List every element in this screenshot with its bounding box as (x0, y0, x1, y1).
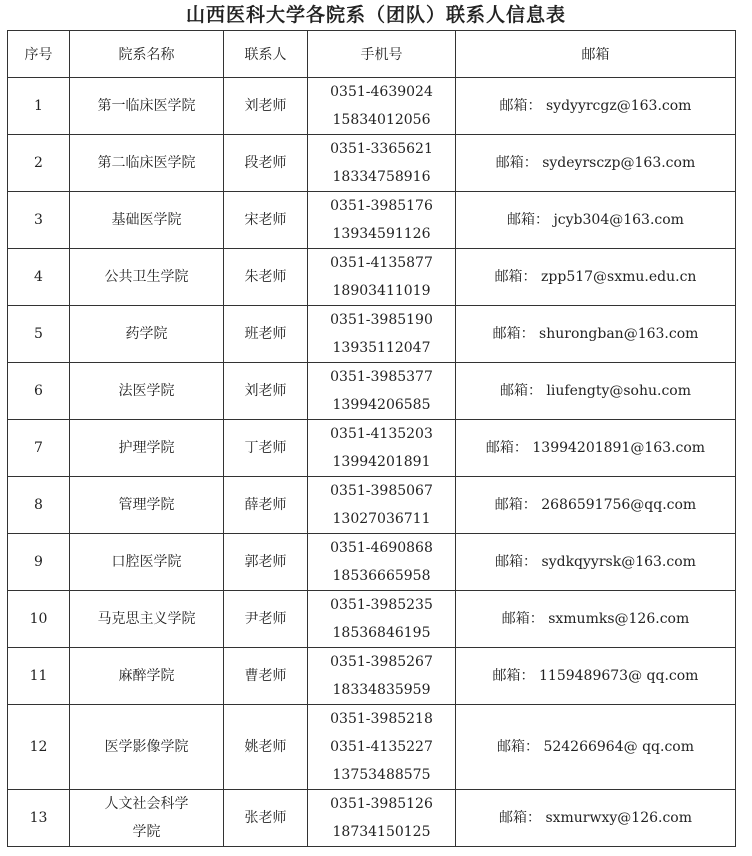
cell-person: 刘老师 (224, 78, 308, 135)
email-prefix: 邮箱： (492, 326, 535, 342)
dept-line: 护理学院 (118, 440, 175, 456)
email-address: 2686591756@qq.com (541, 497, 697, 513)
cell-person: 丁老师 (224, 420, 308, 477)
cell-dept (70, 648, 224, 705)
phone-number: 0351-4135203 (330, 426, 433, 442)
table-row (8, 591, 736, 648)
cell-no: 2 (8, 135, 70, 192)
email-address: 1159489673@ qq.com (539, 668, 699, 684)
cell-dept (70, 135, 224, 192)
header-phone: 手机号 (308, 31, 456, 78)
cell-no: 4 (8, 249, 70, 306)
email-prefix: 邮箱： (492, 668, 535, 684)
phone-number: 0351-3985126 (330, 796, 433, 812)
table-row (8, 306, 736, 363)
email-prefix: 邮箱： (499, 98, 542, 114)
dept-line: 管理学院 (118, 497, 175, 513)
cell-email (456, 78, 736, 135)
email-prefix: 邮箱： (501, 611, 544, 627)
cell-no: 11 (8, 648, 70, 705)
cell-no: 12 (8, 705, 70, 790)
email-address: 13994201891@163.com (532, 440, 706, 456)
cell-phone (308, 306, 456, 363)
cell-dept (70, 705, 224, 790)
dept-line: 学院 (132, 824, 161, 840)
table-row (8, 420, 736, 477)
dept-line: 麻醉学院 (118, 668, 175, 684)
cell-email (456, 192, 736, 249)
table-body (8, 78, 736, 847)
email-address: sxmumks@126.com (548, 611, 690, 627)
cell-email (456, 249, 736, 306)
phone-number: 18334758916 (332, 169, 431, 185)
phone-number: 13753488575 (332, 767, 431, 783)
phone-number: 0351-4639024 (330, 84, 433, 100)
cell-phone (308, 78, 456, 135)
email-prefix: 邮箱： (494, 269, 537, 285)
cell-dept (70, 477, 224, 534)
cell-dept (70, 363, 224, 420)
cell-email (456, 591, 736, 648)
email-address: 524266964@ qq.com (543, 739, 694, 755)
cell-no: 9 (8, 534, 70, 591)
cell-no: 7 (8, 420, 70, 477)
cell-phone (308, 420, 456, 477)
email-prefix: 邮箱： (494, 497, 537, 513)
phone-number: 0351-4690868 (330, 540, 433, 556)
dept-line: 基础医学院 (111, 212, 182, 228)
email-address: sydeyrsczp@163.com (542, 155, 696, 171)
dept-line: 马克思主义学院 (97, 611, 196, 627)
dept-line: 口腔医学院 (111, 554, 182, 570)
table-row (8, 135, 736, 192)
phone-number: 0351-4135877 (330, 255, 433, 271)
dept-line: 公共卫生学院 (104, 269, 189, 285)
table-row (8, 78, 736, 135)
cell-dept (70, 78, 224, 135)
cell-dept (70, 306, 224, 363)
cell-phone (308, 192, 456, 249)
cell-dept (70, 591, 224, 648)
phone-number: 13934591126 (332, 226, 431, 242)
cell-email (456, 648, 736, 705)
email-prefix: 邮箱： (495, 554, 538, 570)
table-row (8, 477, 736, 534)
dept-line: 药学院 (125, 326, 168, 342)
cell-dept (70, 192, 224, 249)
table-header-row (8, 31, 736, 78)
email-address: sydkqyyrsk@163.com (541, 554, 696, 570)
email-address: jcyb304@163.com (553, 212, 684, 228)
cell-email (456, 306, 736, 363)
phone-number: 0351-3985377 (330, 369, 433, 385)
cell-no: 5 (8, 306, 70, 363)
cell-phone (308, 249, 456, 306)
cell-dept (70, 534, 224, 591)
cell-email (456, 135, 736, 192)
cell-person: 郭老师 (224, 534, 308, 591)
cell-phone (308, 534, 456, 591)
phone-number: 0351-3985218 (330, 711, 433, 727)
phone-number: 18536665958 (332, 568, 431, 584)
cell-person: 曹老师 (224, 648, 308, 705)
cell-person: 姚老师 (224, 705, 308, 790)
email-prefix: 邮箱： (497, 739, 539, 755)
email-address: shurongban@163.com (539, 326, 699, 342)
phone-number: 18903411019 (332, 283, 431, 299)
phone-number: 0351-4135227 (330, 739, 433, 755)
cell-dept (70, 420, 224, 477)
cell-dept (70, 249, 224, 306)
table-row (8, 648, 736, 705)
email-prefix: 邮箱： (498, 810, 541, 826)
phone-number: 18334835959 (332, 682, 431, 698)
cell-email (456, 790, 736, 847)
cell-no: 1 (8, 78, 70, 135)
email-address: sxmurwxy@126.com (545, 810, 693, 826)
cell-person: 段老师 (224, 135, 308, 192)
cell-email (456, 477, 736, 534)
cell-phone (308, 591, 456, 648)
phone-number: 0351-3365621 (330, 141, 433, 157)
phone-number: 13994206585 (332, 397, 431, 413)
email-address: zpp517@sxmu.edu.cn (541, 269, 697, 285)
dept-line: 人文社会科学 (104, 796, 189, 812)
cell-email (456, 705, 736, 790)
cell-phone (308, 648, 456, 705)
contacts-table (7, 30, 736, 847)
phone-number: 0351-3985235 (330, 597, 433, 613)
cell-person: 刘老师 (224, 363, 308, 420)
cell-no: 8 (8, 477, 70, 534)
phone-number: 0351-3985267 (330, 654, 433, 670)
cell-person: 薛老师 (224, 477, 308, 534)
email-address: liufengty@sohu.com (546, 383, 692, 399)
cell-email (456, 363, 736, 420)
phone-number: 13027036711 (332, 511, 431, 527)
phone-number: 13994201891 (332, 454, 431, 470)
email-address: sydyyrcgz@163.com (545, 98, 692, 114)
cell-dept (70, 790, 224, 847)
cell-person: 尹老师 (224, 591, 308, 648)
email-prefix: 邮箱： (495, 155, 538, 171)
cell-no: 13 (8, 790, 70, 847)
cell-phone (308, 790, 456, 847)
cell-person: 班老师 (224, 306, 308, 363)
cell-no: 10 (8, 591, 70, 648)
dept-line: 第一临床医学院 (97, 98, 196, 114)
cell-phone (308, 477, 456, 534)
table-row (8, 705, 736, 790)
phone-number: 13935112047 (332, 340, 431, 356)
dept-line: 法医学院 (118, 383, 175, 399)
table-row (8, 534, 736, 591)
phone-number: 0351-3985067 (330, 483, 433, 499)
header-dept: 院系名称 (70, 31, 224, 78)
email-prefix: 邮箱： (507, 212, 550, 228)
header-person: 联系人 (224, 31, 308, 78)
document-title: 山西医科大学各院系（团队）联系人信息表 (185, 4, 566, 26)
cell-phone (308, 135, 456, 192)
cell-phone (308, 705, 456, 790)
table-row (8, 249, 736, 306)
table-row (8, 192, 736, 249)
phone-number: 0351-3985176 (330, 198, 433, 214)
phone-number: 18536846195 (332, 625, 431, 641)
cell-phone (308, 363, 456, 420)
table-row (8, 363, 736, 420)
cell-person: 宋老师 (224, 192, 308, 249)
email-prefix: 邮箱： (499, 383, 542, 399)
phone-number: 15834012056 (332, 112, 431, 128)
phone-number: 18734150125 (332, 824, 431, 840)
cell-email (456, 420, 736, 477)
table-row (8, 790, 736, 847)
dept-line: 第二临床医学院 (97, 155, 196, 171)
cell-person: 朱老师 (224, 249, 308, 306)
phone-number: 0351-3985190 (330, 312, 433, 328)
header-email: 邮箱 (456, 31, 736, 78)
cell-no: 6 (8, 363, 70, 420)
cell-email (456, 534, 736, 591)
header-no: 序号 (8, 31, 70, 78)
dept-line: 医学影像学院 (104, 739, 189, 755)
email-prefix: 邮箱： (485, 440, 528, 456)
cell-no: 3 (8, 192, 70, 249)
cell-person: 张老师 (224, 790, 308, 847)
